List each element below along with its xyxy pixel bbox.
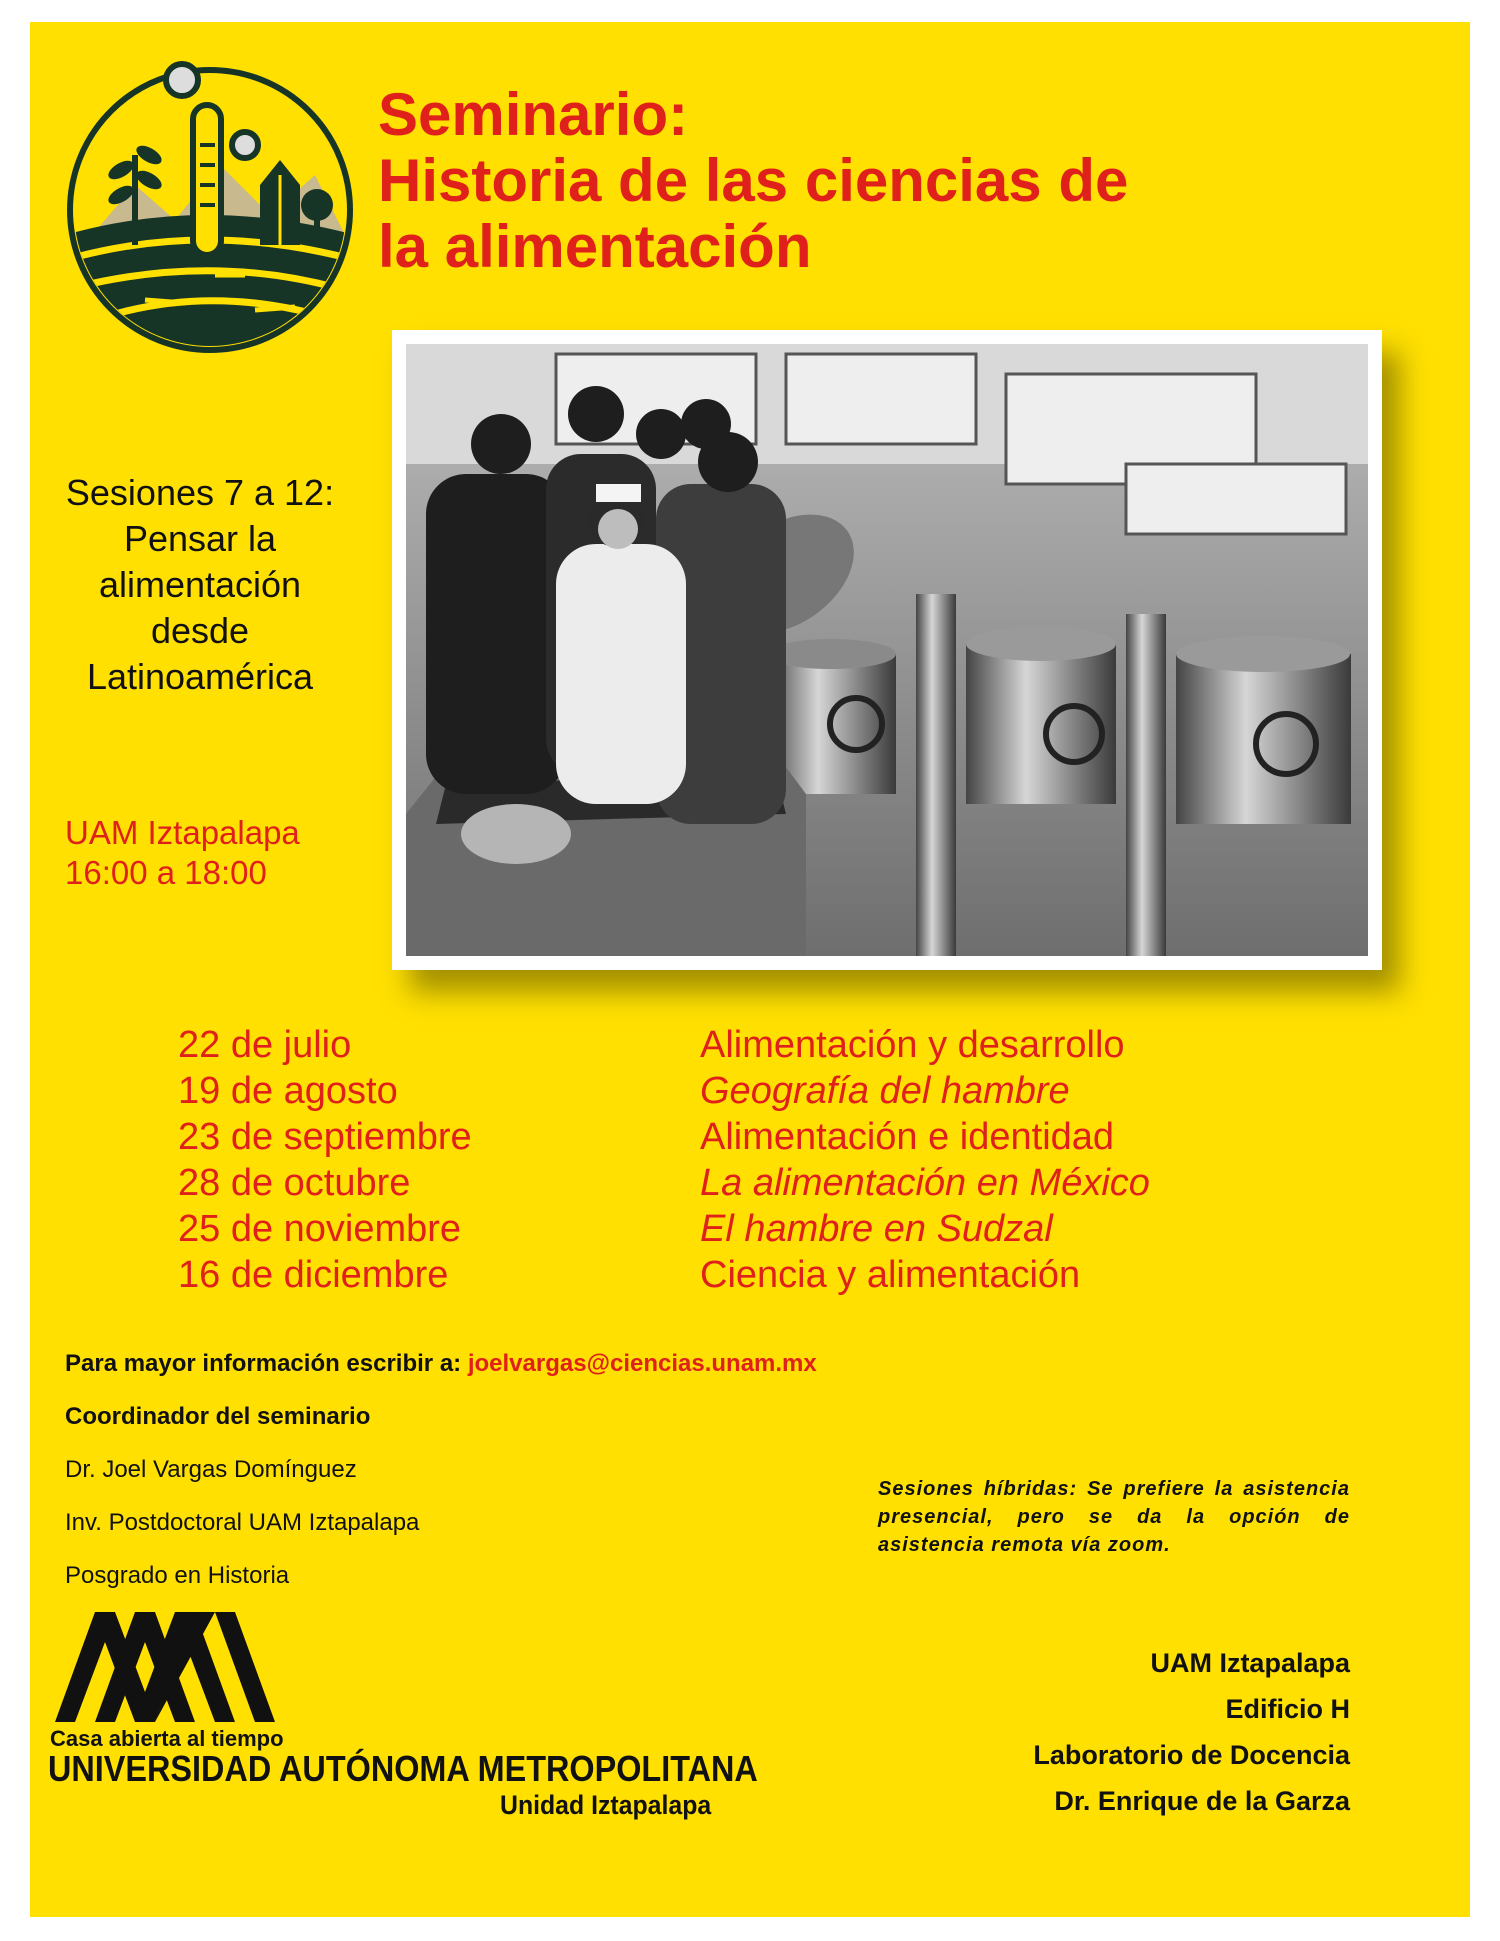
schedule-date: 22 de julio <box>178 1024 352 1066</box>
sessions-line-3: alimentación <box>98 564 302 605</box>
sessions-line-1: Sesiones 7 a 12: <box>65 472 335 513</box>
schedule-topic: El hambre en Sudzal <box>700 1208 1053 1250</box>
schedule-date: 19 de agosto <box>178 1070 398 1112</box>
title-line-1: Seminario: <box>378 81 689 148</box>
coordinator-role: Inv. Postdoctoral UAM Iztapalapa <box>65 1509 420 1536</box>
schedule-topic: Alimentación y desarrollo <box>700 1024 1125 1066</box>
contact-info <box>65 1350 817 1615</box>
coordinator-program: Posgrado en Historia <box>65 1562 290 1589</box>
uam-tagline: Casa abierta al tiempo <box>50 1726 284 1751</box>
seminar-emblem-icon <box>55 45 365 355</box>
sessions-line-5: Latinoamérica <box>86 656 314 697</box>
sessions-line-4: desde <box>150 610 250 651</box>
coordinator-name: Dr. Joel Vargas Domínguez <box>65 1456 357 1483</box>
place-time <box>65 813 300 893</box>
venue-line-3: Laboratorio de Docencia <box>1033 1740 1350 1770</box>
seminar-title <box>378 82 1418 280</box>
venue-line-1: UAM Iztapalapa <box>1150 1648 1350 1678</box>
schedule-topic: Ciencia y alimentación <box>700 1254 1081 1296</box>
schedule-topics <box>700 1022 1150 1298</box>
schedule-date: 16 de diciembre <box>178 1254 449 1296</box>
venue-line-4: Dr. Enrique de la Garza <box>1054 1786 1350 1816</box>
venue-line-2: Edificio H <box>1225 1694 1350 1724</box>
place-time-range: 16:00 a 18:00 <box>65 854 267 891</box>
uam-university-name: UNIVERSIDAD AUTÓNOMA METROPOLITANA <box>48 1748 758 1789</box>
schedule-date: 28 de octubre <box>178 1162 411 1204</box>
schedule-topic: Geografía del hambre <box>700 1070 1070 1112</box>
sessions-block <box>30 470 370 700</box>
schedule-dates <box>178 1022 472 1298</box>
sessions-line-2: Pensar la <box>123 518 277 559</box>
more-info-label: Para mayor información escribir a: <box>65 1350 462 1377</box>
place-location: UAM Iztapalapa <box>65 814 300 851</box>
uam-logo-mark <box>55 1612 275 1722</box>
schedule-topic: Alimentación e identidad <box>700 1116 1115 1158</box>
title-line-3: la alimentación <box>378 213 812 280</box>
contact-email-link[interactable]: joelvargas@ciencias.unam.mx <box>467 1350 817 1377</box>
schedule-date: 23 de septiembre <box>178 1116 472 1158</box>
title-line-2: Historia de las ciencias de <box>378 147 1129 214</box>
venue-block <box>950 1640 1350 1824</box>
uam-unit-name: Unidad Iztapalapa <box>500 1790 712 1820</box>
hybrid-sessions-note: Sesiones híbridas: Se prefiere la asistencia presencial, pero se da la opción de asistencia remota vía zoom. <box>878 1478 1350 1556</box>
schedule-topic: La alimentación en México <box>700 1162 1150 1204</box>
coordinator-label: Coordinador del seminario <box>65 1403 371 1430</box>
schedule-date: 25 de noviembre <box>178 1208 462 1250</box>
historical-kitchen-photo <box>392 330 1382 970</box>
